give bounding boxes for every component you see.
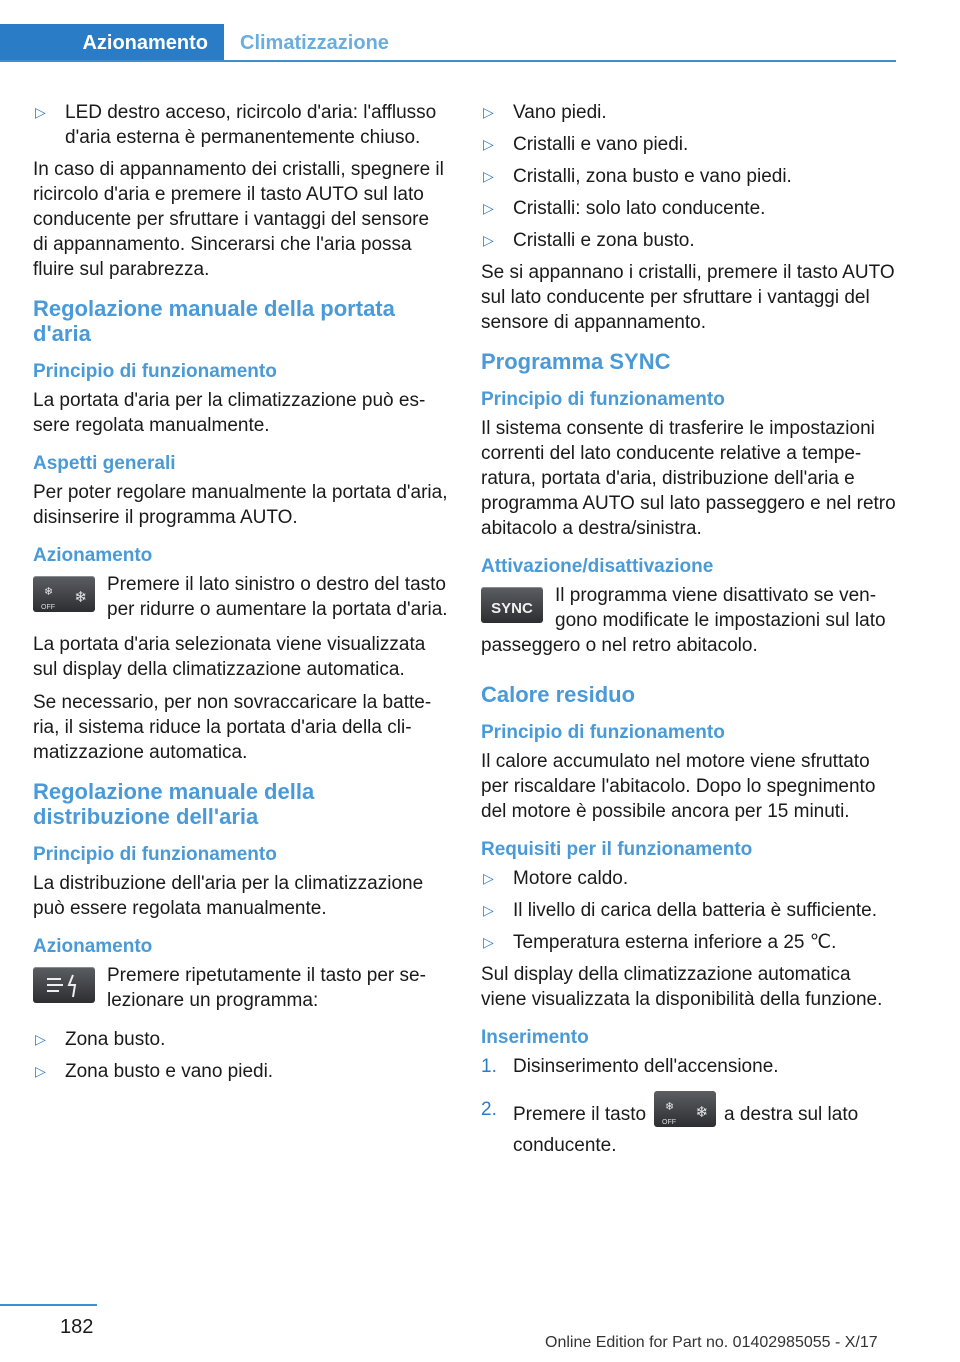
list-item [481,1097,896,1158]
paragraph: Il programma viene disattivato se vengono modificate le impostazioni sul lato passeggero o nel retro abitacolo. [481,585,886,656]
subsection-title: Attivazione/disattivazione [481,556,714,577]
list-item-text: LED destro acceso, ricircolo d'aria: l'afflusso d'aria esterna è permanentemente chiuso. [65,102,437,148]
section-title: Calore residuo [481,682,636,707]
paragraph: Il sistema consente di trasferire le impostazioni correnti del lato conducente relative a temperatura, portata d'aria, distribuzione dell'aria e programma AUTO sul lato passeggero e nel retro abitacolo a destra/sinistra. [481,418,896,539]
tab-azionamento: Azionamento [0,24,224,62]
paragraph: In caso di appannamento dei cristalli, spegnere il ricircolo d'aria e premere il tasto AUTO sul lato conducente per sfruttare i vantaggi del sensore di appannamento. Sincerarsi che l'aria possa fluire sul parabrezza. [33,159,444,280]
list-item [33,1059,448,1084]
tab-climatizzazione: Climatizzazione [240,32,389,54]
triangle-bullet-icon: ▷ [483,136,494,152]
paragraph: Premere ripetutamente il tasto per selezionare un programma: [107,965,426,1011]
section-title: Regolazione manuale della portata d'aria [33,296,395,346]
button-instruction [481,583,896,658]
paragraph: Sul display della climatizzazione automatica viene visualizzata la disponibilità della funzione. [481,964,883,1010]
header-rule [0,60,896,62]
triangle-bullet-icon: ▷ [483,870,494,886]
edition-footer: Online Edition for Part no. 01402985055 - X/17 [545,1334,878,1351]
list-number: 1. [481,1056,497,1077]
list-item-text: Zona busto e vano piedi. [65,1061,274,1082]
left-column [33,100,448,1091]
list-item-text: Cristalli e vano piedi. [513,134,689,155]
paragraph: La portata d'aria selezionata viene visualizzata sul display della climatizzazione automatica. [33,634,426,680]
section-title: Regolazione manuale della distribuzione dell'aria [33,779,315,829]
right-column [481,100,896,1165]
list-item [481,930,896,955]
subsection-title: Requisiti per il funzionamento [481,839,753,860]
list-item [481,228,896,253]
sync-button-image [481,587,543,623]
list-item [481,1054,896,1079]
bullet-list [481,100,896,253]
triangle-bullet-icon: ▷ [483,902,494,918]
air-distribution-icon [33,967,95,1003]
list-item-text: Disinserimento dell'accensione. [513,1056,779,1077]
list-item-text: Il livello di carica della batteria è sufficiente. [513,900,878,921]
subsection-title: Aspetti generali [33,453,176,474]
subsection-title: Azionamento [33,545,153,566]
subsection-title: Inserimento [481,1027,589,1048]
numbered-list [481,1054,896,1158]
list-item-text: Motore caldo. [513,868,629,889]
list-number: 2. [481,1099,497,1120]
paragraph: La distribuzione dell'aria per la climatizzazione può essere regolata manualmente. [33,873,424,919]
list-item-text: Temperatura esterna inferiore a 25 ℃. [513,932,837,953]
fan-speed-button-image [33,576,95,612]
air-distribution-button-image [33,967,95,1003]
list-item-text: a destra sul lato conducente. [513,1104,859,1156]
list-item [33,1027,448,1052]
subsection-title: Azionamento [33,936,153,957]
triangle-bullet-icon: ▷ [483,200,494,216]
bullet-list [33,100,448,150]
subsection-title: Principio di funzionamento [481,389,725,410]
fan-small-icon: ❄ [665,1101,675,1113]
bullet-list [481,866,896,955]
list-item [481,164,896,189]
list-item-text: Premere il tasto [513,1104,647,1126]
subsection-title: Principio di funzionamento [33,361,277,382]
triangle-bullet-icon: ▷ [35,1031,46,1047]
list-item-text: Cristalli: solo lato conducente. [513,198,766,219]
paragraph: Il calore accumulato nel motore viene sfruttato per riscaldare l'abitacolo. Dopo lo spegnimento del motore è possibile ancora per 15 minuti. [481,751,876,822]
off-label: OFF [41,604,55,611]
off-label: OFF [662,1119,677,1126]
list-item [481,196,896,221]
paragraph: Per poter regolare manualmente la portata d'aria, disinserire il programma AUTO. [33,482,448,528]
sync-label: SYNC [491,600,533,617]
triangle-bullet-icon: ▷ [483,168,494,184]
fan-small-icon: ❄ [44,586,54,598]
page-number-rule [0,1304,97,1306]
triangle-bullet-icon: ▷ [35,1063,46,1079]
list-item-text: Vano piedi. [513,102,607,123]
fan-icon: ❄ [74,589,87,606]
list-item-text: Cristalli, zona busto e vano piedi. [513,166,792,187]
paragraph: La portata d'aria per la climatizzazione può essere regolata manualmente. [33,390,426,436]
list-item [481,100,896,125]
triangle-bullet-icon: ▷ [483,104,494,120]
triangle-bullet-icon: ▷ [483,934,494,950]
page-number: 182 [60,1316,94,1338]
button-instruction [33,963,448,1013]
list-item [33,100,448,150]
paragraph: Premere il lato sinistro o destro del tasto per ridurre o aumentare la portata d'aria. [107,574,448,620]
subsection-title: Principio di funzionamento [481,722,725,743]
triangle-bullet-icon: ▷ [35,104,46,120]
list-item-text: Zona busto. [65,1029,166,1050]
triangle-bullet-icon: ▷ [483,232,494,248]
list-item-text: Cristalli e zona busto. [513,230,695,251]
paragraph: Se necessario, per non sovraccaricare la batteria, il sistema riduce la portata d'aria della climatizzazione automatica. [33,692,432,763]
button-instruction [33,572,448,622]
fan-speed-button-image [654,1091,716,1127]
section-title: Programma SYNC [481,349,671,374]
list-item [481,898,896,923]
fan-icon: ❄ [695,1104,709,1121]
bullet-list [33,1027,448,1084]
subsection-title: Principio di funzionamento [33,844,277,865]
list-item [481,866,896,891]
list-item [481,132,896,157]
paragraph: Se si appannano i cristalli, premere il tasto AUTO sul lato conducente per sfruttare i vantaggi del sensore di appannamento. [481,262,895,333]
